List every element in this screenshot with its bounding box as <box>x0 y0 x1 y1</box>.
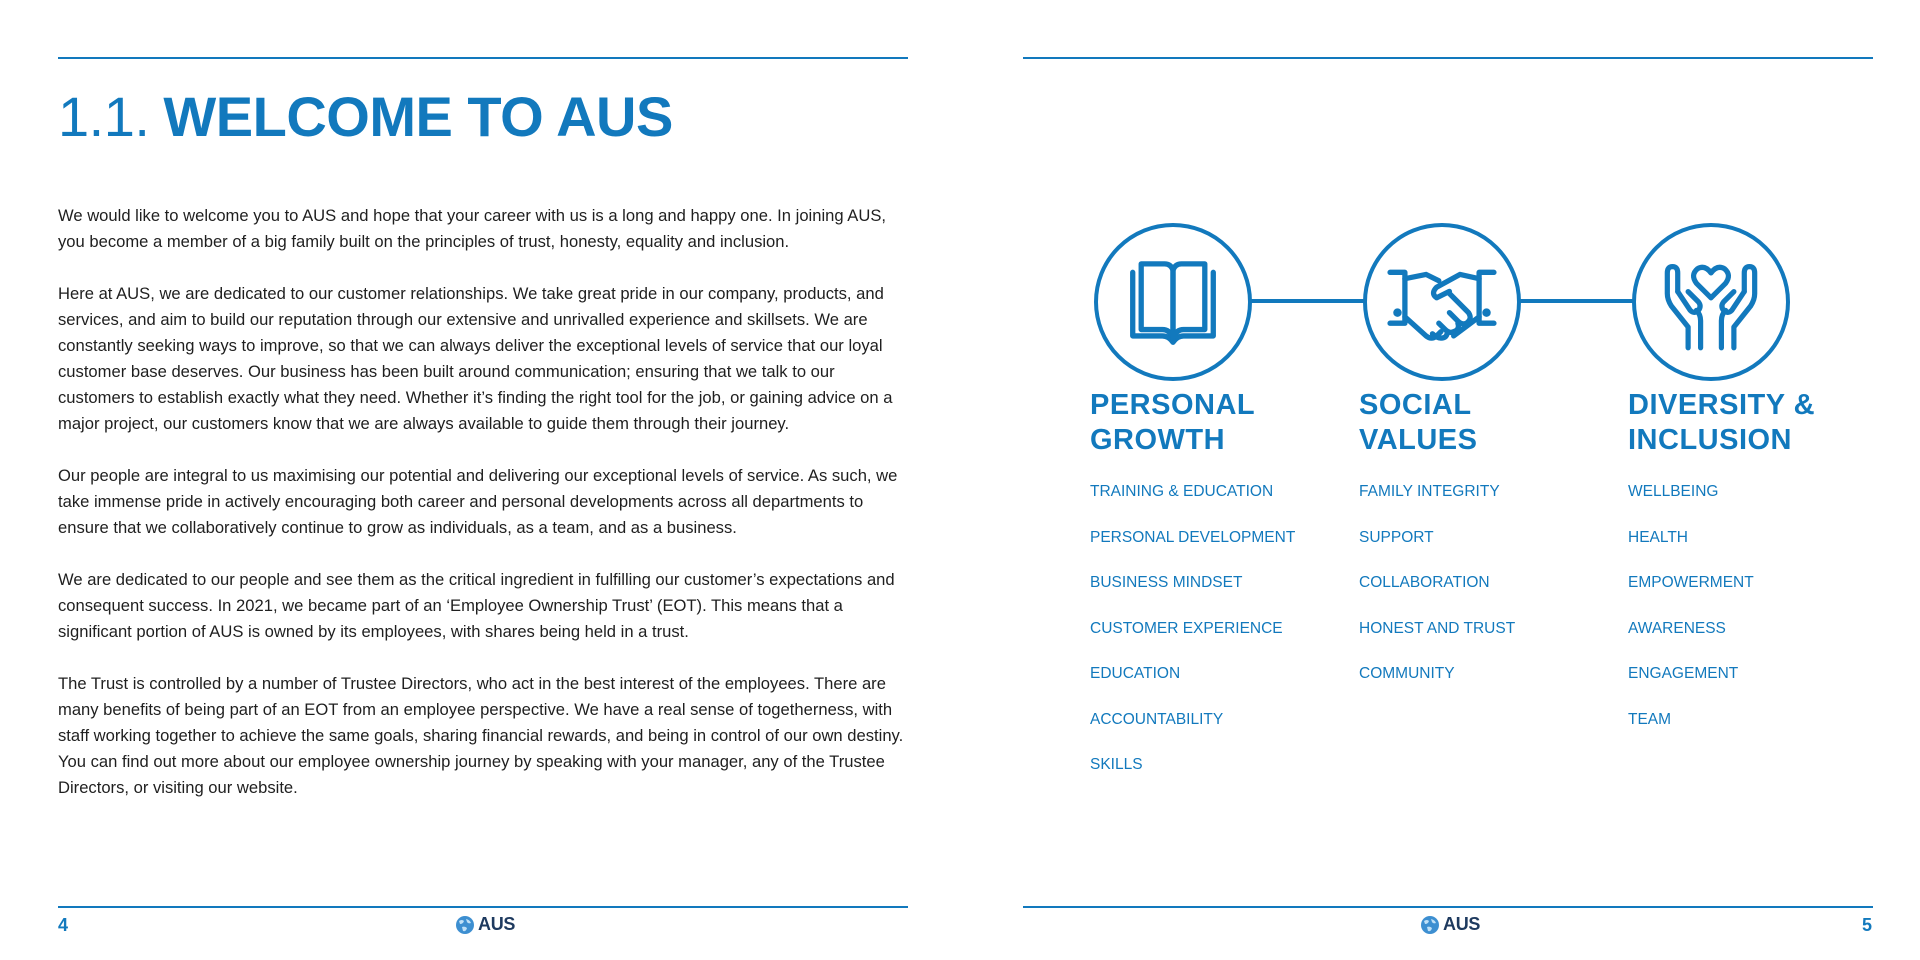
list-item: HEALTH <box>1628 528 1689 546</box>
logo-text: AUS <box>1443 914 1481 934</box>
top-rule <box>58 57 908 59</box>
globe-icon <box>455 915 475 935</box>
column-heading: SOCIAL VALUES <box>1359 389 1478 456</box>
globe-icon <box>1420 915 1440 935</box>
list-item: ACCOUNTABILITY <box>1090 710 1224 728</box>
page-title <box>58 82 673 152</box>
logo-text: AUS <box>478 914 516 934</box>
list-item: ENGAGEMENT <box>1628 665 1739 682</box>
value-list <box>1628 482 1878 755</box>
list-item: CUSTOMER EXPERIENCE <box>1090 619 1283 637</box>
diversity-inclusion-circle <box>1632 223 1790 381</box>
personal-growth-circle <box>1094 223 1252 381</box>
column-heading: PERSONAL GROWTH <box>1090 389 1256 456</box>
page-number: 4 <box>58 915 69 935</box>
list-item: WELLBEING <box>1628 483 1719 500</box>
paragraph: We would like to welcome you to AUS and hope that your career with us is a long and happy one. In joining AUS, you become a member of a big family built on the principles of trust, honesty, equality and inclusion. <box>58 206 887 251</box>
list-item: AWARENESS <box>1628 619 1726 637</box>
paragraph: Our people are integral to us maximising our potential and delivering our exceptional levels of service. As such, we take immense pride in actively encouraging both career and personal developments across all departments to ensure that we collaboratively continue to grow as individuals, as a team, and as a business. <box>58 466 898 537</box>
list-item: EMPOWERMENT <box>1628 574 1754 591</box>
list-item: COMMUNITY <box>1359 665 1455 682</box>
list-item: SUPPORT <box>1359 528 1434 546</box>
bottom-rule <box>1023 906 1873 908</box>
list-item: BUSINESS MINDSET <box>1090 574 1243 591</box>
column-social-values <box>1359 388 1609 710</box>
hands-heart-icon <box>1659 249 1763 355</box>
paragraph: The Trust is controlled by a number of Trustee Directors, who act in the best interest of the employees. There are many benefits of being part of an EOT from an employee perspective. We have a real sense of togetherness, with staff working together to achieve the same goals, sharing financial rewards, and being in control of our own destiny. You can find out more about our employee ownership journey by speaking with your manager, any of the Trustee Directors, or visiting our website. <box>58 674 904 797</box>
aus-logo <box>1420 914 1480 935</box>
list-item: EDUCATION <box>1090 665 1181 682</box>
column-diversity-inclusion <box>1628 388 1878 755</box>
value-list <box>1090 482 1340 801</box>
open-book-icon <box>1120 249 1226 355</box>
section-heading: WELCOME TO AUS <box>163 85 673 148</box>
list-item: SKILLS <box>1090 756 1143 773</box>
list-item: TRAINING & EDUCATION <box>1090 483 1274 500</box>
value-list <box>1359 482 1609 710</box>
values-diagram <box>960 0 1920 960</box>
paragraph: Here at AUS, we are dedicated to our customer relationships. We take great pride in our company, products, and services, and aim to build our reputation through our extensive and unrivalled experience and skillsets. We are constantly seeking ways to improve, so that we can always deliver the exceptional levels of service that our loyal customer base deserves. Our business has been built around communication; ensuring that we talk to our customers to establish exactly what they need. Whether it’s finding the right tool for the job, or gaining advice on a major project, our customers know that we are always available to guide them through their journey. <box>58 284 893 433</box>
paragraph: We are dedicated to our people and see them as the critical ingredient in fulfilling our customer’s expectations and consequent success. In 2021, we became part of an ‘Employee Ownership Trust’ (EOT). This means that a significant portion of AUS is owned by its employees, with shares being held in a trust. <box>58 570 895 641</box>
social-values-circle <box>1363 223 1521 381</box>
section-number: 1.1. <box>58 85 150 148</box>
list-item: HONEST AND TRUST <box>1359 619 1516 637</box>
aus-logo <box>455 914 515 935</box>
column-heading: DIVERSITY & INCLUSION <box>1628 389 1816 456</box>
list-item: FAMILY INTEGRITY <box>1359 483 1500 500</box>
right-page <box>960 0 1920 960</box>
body-text <box>58 203 910 827</box>
column-personal-growth <box>1090 388 1340 801</box>
page-number: 5 <box>1862 915 1873 935</box>
list-item: PERSONAL DEVELOPMENT <box>1090 528 1296 546</box>
list-item: TEAM <box>1628 710 1672 728</box>
list-item: COLLABORATION <box>1359 574 1490 591</box>
bottom-rule <box>58 906 908 908</box>
handshake-icon <box>1382 249 1502 355</box>
